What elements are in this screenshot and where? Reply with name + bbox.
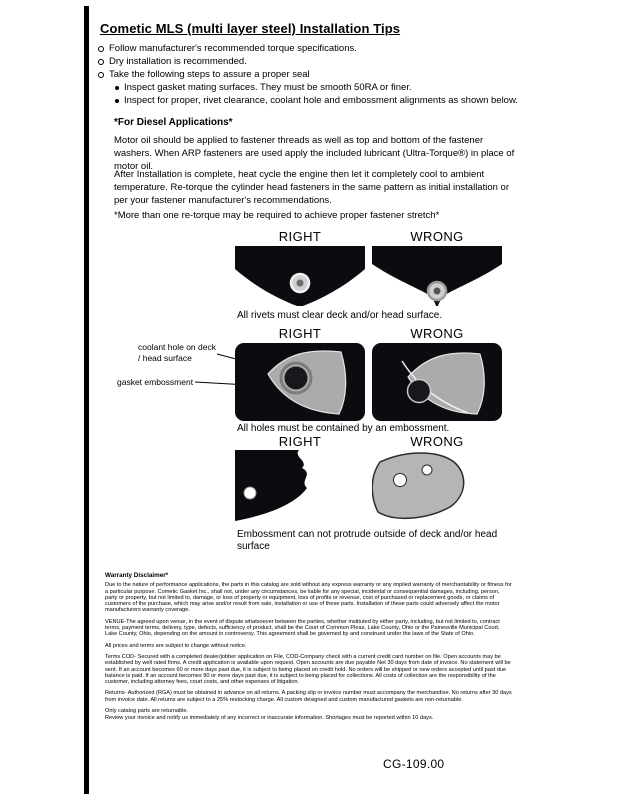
rivet-clearance-right-illustration <box>235 246 365 306</box>
circle-bullet-icon <box>98 72 104 78</box>
list-item <box>98 42 528 55</box>
right-label: RIGHT <box>278 229 322 244</box>
list-item-text: Inspect for proper, rivet clearance, coolant hole and embossment alignments as shown below. <box>124 95 518 106</box>
embossment-right-illustration <box>235 450 365 526</box>
coolant-hole-callout: coolant hole on deck / head surface <box>138 342 216 363</box>
coolant-hole-icon <box>408 380 431 403</box>
list-item <box>115 94 528 107</box>
page-number: CG-109.00 <box>383 757 445 771</box>
list-item <box>98 55 528 68</box>
left-margin-rule <box>84 6 89 794</box>
disclaimer-heading: Warranty Disclaimer* <box>105 572 169 579</box>
page-title: Cometic MLS (multi layer steel) Installation Tips <box>100 21 401 36</box>
disclaimer-paragraph: VENUE-The agreed upon venue, in the event of dispute whatsoever between the parties, whether instituted by either party, including, but not limited to, contract terms, payment terms, delivery, type, defects, sufficiency of product, shall be the Court of Common Pleas, Lake County, Ohio or the Painesville Municipal Court, Lake County, Ohio, depending on the amount in controversy. This agreement shall be governed by and construed under the laws of the State of Ohio. <box>105 618 500 638</box>
rivet-hole-icon <box>244 487 256 499</box>
list-item-text: Inspect gasket mating surfaces. They must be smooth 50RA or finer. <box>124 82 412 93</box>
rivet-clearance-wrong-illustration <box>372 246 502 306</box>
tips-list <box>98 42 528 107</box>
row3-caption: Embossment can not protrude outside of deck and/or head surface <box>237 529 498 552</box>
row2-caption: All holes must be contained by an embossment. <box>237 423 450 434</box>
circle-bullet-icon <box>98 46 104 52</box>
wrong-label: WRONG <box>410 434 464 449</box>
disclaimer-paragraph: Review your invoice and notify us immediately of any incorrect or inaccurate information. Shortages must be reported within 10 days. <box>105 715 434 722</box>
retorque-note: *More than one re-torque may be required to achieve proper fastener stretch* <box>114 210 440 221</box>
coolant-hole-wrong-illustration <box>372 343 502 421</box>
paragraph-heat-cycle: After Installation is complete, heat cycle the engine then let it completely cool to ambient temperature. Re-torque the cylinder head fasteners in the same pattern as initial installation or per your fastener manufacturer's recommendations. <box>114 169 509 206</box>
dot-bullet-icon <box>115 99 119 103</box>
list-item <box>115 81 528 94</box>
row1-caption: All rivets must clear deck and/or head surface. <box>237 310 443 321</box>
rivet-hole-icon <box>422 465 432 475</box>
paragraph-motor-oil: Motor oil should be applied to fastener threads as well as top and bottom of the fastener washers. When ARP fasteners are used apply the included lubricant (Ultra-Torque®) in place of motor oil. <box>114 135 515 172</box>
list-item-text: Dry installation is recommended. <box>109 56 247 67</box>
list-item-text: Follow manufacturer's recommended torque specifications. <box>109 43 357 54</box>
gasket-embossment-callout: gasket embossment <box>117 377 194 387</box>
wrong-label: WRONG <box>410 229 464 244</box>
coolant-hole-icon <box>285 367 308 390</box>
list-item <box>98 68 528 81</box>
coolant-hole-right-illustration <box>235 343 365 421</box>
rivet-hole-icon <box>394 474 407 487</box>
dot-bullet-icon <box>115 86 119 90</box>
warranty-disclaimer <box>105 573 513 727</box>
list-item-text: Take the following steps to assure a proper seal <box>109 69 310 80</box>
disclaimer-paragraph: Terms COD- Secured with a completed dealer/jobber application on File, COD-Company check with a current credit card number on file. Open accounts may be established by well rated firms. A credit application is available upon request. Open accounts are due payable Net 30 days from date of invoice. No statement will be sent. If an account becomes 60 or more days past due, it is subject to being placed on credit hold. No orders will be shipped or new orders accepted until past due balance is paid. If an account becomes 90 or more days past due, it is subject to being placed for collections. All costs of collection are the responsibility of the customer, including attorney fees, court costs, and other expenses of litigation. <box>105 653 511 686</box>
disclaimer-paragraph: Only catalog parts are returnable. <box>105 708 189 715</box>
right-label: RIGHT <box>278 326 322 341</box>
disclaimer-paragraph: All prices and terms are subject to change without notice. <box>105 642 247 649</box>
right-label: RIGHT <box>278 434 322 449</box>
diesel-applications-heading: *For Diesel Applications* <box>114 117 233 128</box>
embossment-wrong-illustration <box>372 450 502 526</box>
wrong-label: WRONG <box>410 326 464 341</box>
circle-bullet-icon <box>98 59 104 65</box>
disclaimer-paragraph: Due to the nature of performance applications, the parts in this catalog are sold without any express warranty or any implied warranty of merchantability or fitness for a particular purpose. Cometic Gasket Inc., shall not, under any circumstances, be liable for any special, incidental or consequential damages, including, person, party or property, but not limited to, damage, or loss of property or equipment, loss of profits or revenue, cost of purchased or replacement goods, or claims of customers of the purchase, which may arise and/or result from sale, installation or use of these parts. Installation of these parts could adversely affect the motor manufacturers warranty coverage. <box>105 582 512 614</box>
disclaimer-paragraph: Returns- Authorized (RGA) must be obtained in advance on all returns. A packing slip or invoice number must accompany the merchandise. No returns after 30 days from invoice date. All returns are subject to a 25% restocking charge. All custom designed and custom manufactured gaskets are non-returnable. <box>105 690 512 703</box>
